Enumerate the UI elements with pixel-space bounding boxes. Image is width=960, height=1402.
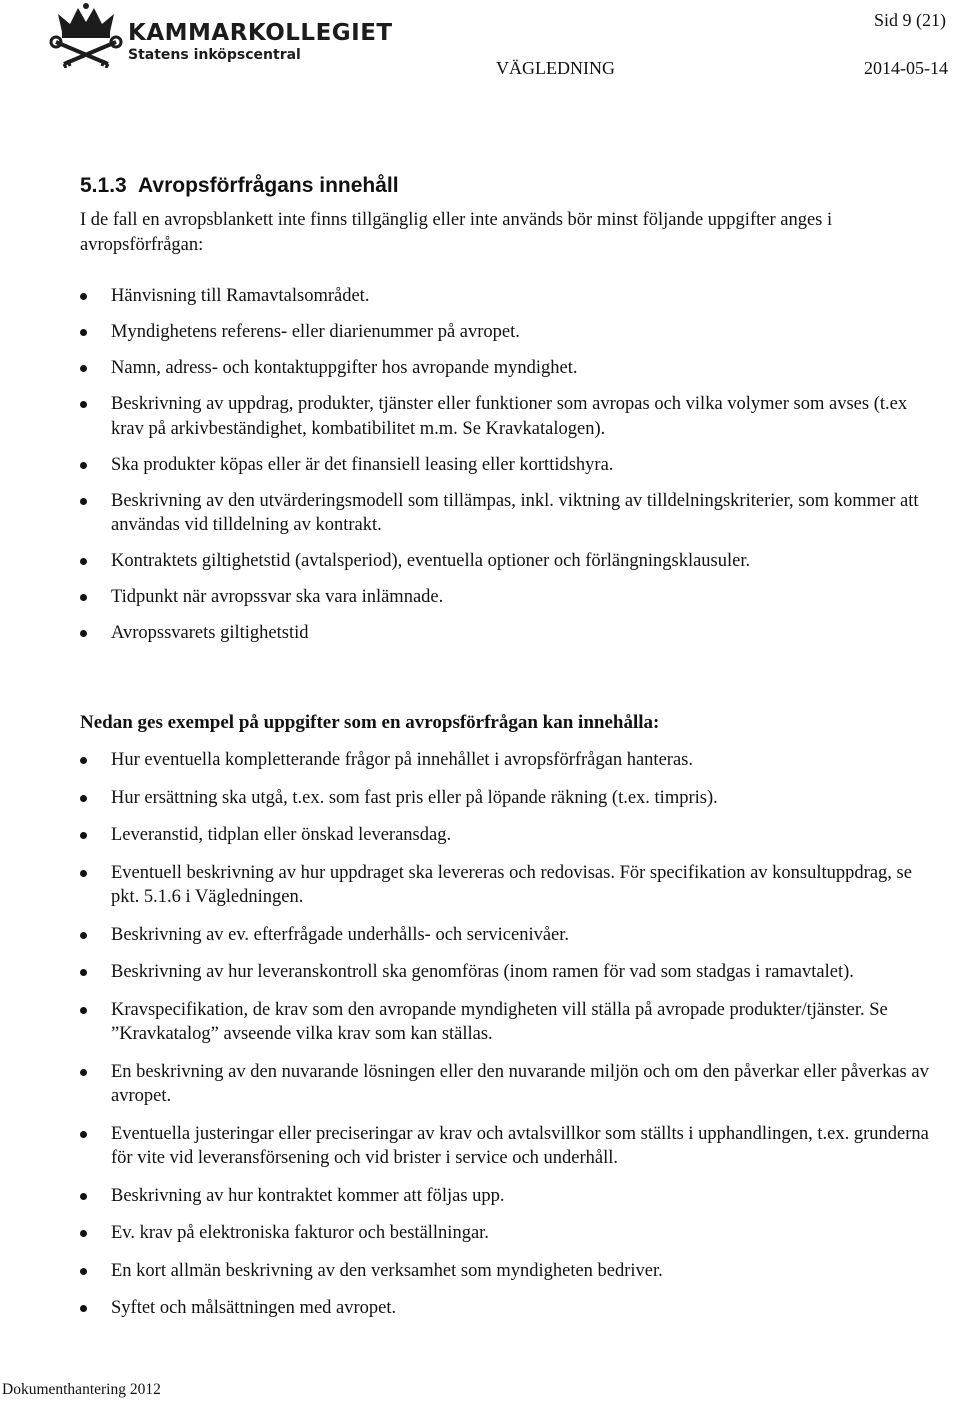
section-number: 5.1.3 bbox=[80, 174, 127, 197]
list-item bbox=[80, 998, 940, 1047]
list-item bbox=[80, 1259, 940, 1284]
page-number: Sid 9 (21) bbox=[874, 10, 946, 30]
list-item-text: Kontraktets giltighetstid (avtalsperiod), eventuella optioner och förlängningsklausuler. bbox=[111, 551, 751, 571]
list-item bbox=[80, 1122, 940, 1171]
list-item-text: Kravspecifikation, de krav som den avropande myndigheten vill ställa på avropade produkter/tjänster. Se ”Kravkatalog” avseende vilka krav som kan ställas. bbox=[111, 999, 888, 1044]
list-item-text: Hur eventuella kompletterande frågor på innehållet i avropsförfrågan hanteras. bbox=[111, 750, 693, 770]
bullet-icon bbox=[80, 870, 87, 877]
list-item bbox=[80, 1184, 940, 1209]
list-item bbox=[80, 786, 940, 811]
list-item-text: Avropssvarets giltighetstid bbox=[111, 623, 309, 643]
footer-text: Dokumenthantering 2012 bbox=[2, 1381, 161, 1398]
bullet-icon bbox=[80, 969, 87, 976]
list-item bbox=[80, 489, 940, 538]
intro-paragraph: I de fall en avropsblankett inte finns tillgänglig eller inte används bör minst följande uppgifter anges i avropsförfrågan: bbox=[80, 210, 833, 255]
bullet-icon bbox=[80, 1268, 87, 1275]
list-item bbox=[80, 923, 940, 948]
list-item bbox=[80, 585, 940, 610]
bullet-icon bbox=[80, 365, 87, 372]
list-item bbox=[80, 284, 940, 309]
required-items-list bbox=[80, 284, 940, 657]
bullet-icon bbox=[80, 1193, 87, 1200]
logo-name: KAMMARKOLLEGIET bbox=[128, 20, 393, 46]
list-item-text: Beskrivning av uppdrag, produkter, tjänster eller funktioner som avropas och vilka volymer som avses (t.ex krav på arkivbeständighet, kombatibilitet m.m. Se Kravkatalogen). bbox=[111, 394, 908, 439]
list-item-text: Ev. krav på elektroniska fakturor och beställningar. bbox=[111, 1223, 489, 1243]
list-item bbox=[80, 861, 940, 910]
bullet-icon bbox=[80, 832, 87, 839]
list-item bbox=[80, 621, 940, 646]
list-item bbox=[80, 320, 940, 345]
bullet-icon bbox=[80, 1069, 87, 1076]
list-item-text: En kort allmän beskrivning av den verksamhet som myndigheten bedriver. bbox=[111, 1260, 663, 1281]
list-item-text: En beskrivning av den nuvarande lösningen eller den nuvarande miljön och om den påverkar eller påverkas av avropet. bbox=[111, 1061, 929, 1106]
crown-emblem-icon bbox=[48, 2, 126, 68]
bullet-icon bbox=[80, 401, 87, 408]
list-item-text: Eventuella justeringar eller preciseringar av krav och avtalsvillkor som ställts i upphandlingen, t.ex. grunderna för vite vid leveransförsening och vid brister i service och underhåll. bbox=[111, 1123, 929, 1168]
list-item bbox=[80, 1296, 940, 1321]
bullet-icon bbox=[80, 1305, 87, 1312]
bullet-icon bbox=[80, 329, 87, 336]
list-item bbox=[80, 1060, 940, 1109]
bullet-icon bbox=[80, 594, 87, 601]
list-item bbox=[80, 1221, 940, 1246]
list-item-text: Beskrivning av hur kontraktet kommer att följas upp. bbox=[111, 1185, 505, 1206]
bullet-icon bbox=[80, 1131, 87, 1138]
list-item-text: Namn, adress- och kontaktuppgifter hos avropande myndighet. bbox=[111, 358, 578, 378]
section-title: Avropsförfrågans innehåll bbox=[138, 174, 399, 197]
section-heading bbox=[80, 174, 399, 198]
list-item bbox=[80, 960, 940, 985]
list-item bbox=[80, 392, 940, 441]
bullet-icon bbox=[80, 462, 87, 469]
list-item bbox=[80, 549, 940, 574]
list-item bbox=[80, 356, 940, 381]
example-items-list bbox=[80, 748, 940, 1334]
bullet-icon bbox=[80, 932, 87, 939]
bullet-icon bbox=[80, 293, 87, 300]
bullet-icon bbox=[80, 498, 87, 505]
list-item-text: Leveranstid, tidplan eller önskad leveransdag. bbox=[111, 825, 452, 845]
bullet-icon bbox=[80, 795, 87, 802]
bullet-icon bbox=[80, 1230, 87, 1237]
list-item-text: Hur ersättning ska utgå, t.ex. som fast pris eller på löpande räkning (t.ex. timpris). bbox=[111, 787, 718, 808]
document-date: 2014-05-14 bbox=[864, 58, 948, 78]
list-item-text: Eventuell beskrivning av hur uppdraget ska levereras och redovisas. För specifikation av konsultuppdrag, se pkt. 5.1.6 i Vägledningen. bbox=[111, 862, 912, 907]
list-item-text: Beskrivning av hur leveranskontroll ska genomföras (inom ramen för vad som stadgas i ramavtalet). bbox=[111, 962, 854, 982]
kammarkollegiet-logo bbox=[48, 2, 393, 68]
document-type: VÄGLEDNING bbox=[496, 58, 615, 78]
bullet-icon bbox=[80, 757, 87, 764]
list-item bbox=[80, 748, 940, 773]
list-item-text: Myndighetens referens- eller diarienummer på avropet. bbox=[111, 322, 520, 342]
examples-heading: Nedan ges exempel på uppgifter som en avropsförfrågan kan innehålla: bbox=[80, 712, 660, 733]
bullet-icon bbox=[80, 630, 87, 637]
list-item bbox=[80, 453, 940, 478]
list-item-text: Hänvisning till Ramavtalsområdet. bbox=[111, 286, 370, 306]
list-item-text: Tidpunkt när avropssvar ska vara inlämnade. bbox=[111, 587, 444, 607]
list-item-text: Beskrivning av den utvärderingsmodell som tillämpas, inkl. viktning av tilldelningskriterier, som kommer att användas vid tilldelning av kontrakt. bbox=[111, 490, 919, 535]
list-item-text: Beskrivning av ev. efterfrågade underhålls- och servicenivåer. bbox=[111, 924, 570, 945]
logo-subtitle: Statens inköpscentral bbox=[128, 47, 301, 63]
bullet-icon bbox=[80, 558, 87, 565]
list-item bbox=[80, 823, 940, 848]
bullet-icon bbox=[80, 1007, 87, 1014]
list-item-text: Syftet och målsättningen med avropet. bbox=[111, 1298, 397, 1318]
list-item-text: Ska produkter köpas eller är det finansiell leasing eller korttidshyra. bbox=[111, 454, 614, 475]
